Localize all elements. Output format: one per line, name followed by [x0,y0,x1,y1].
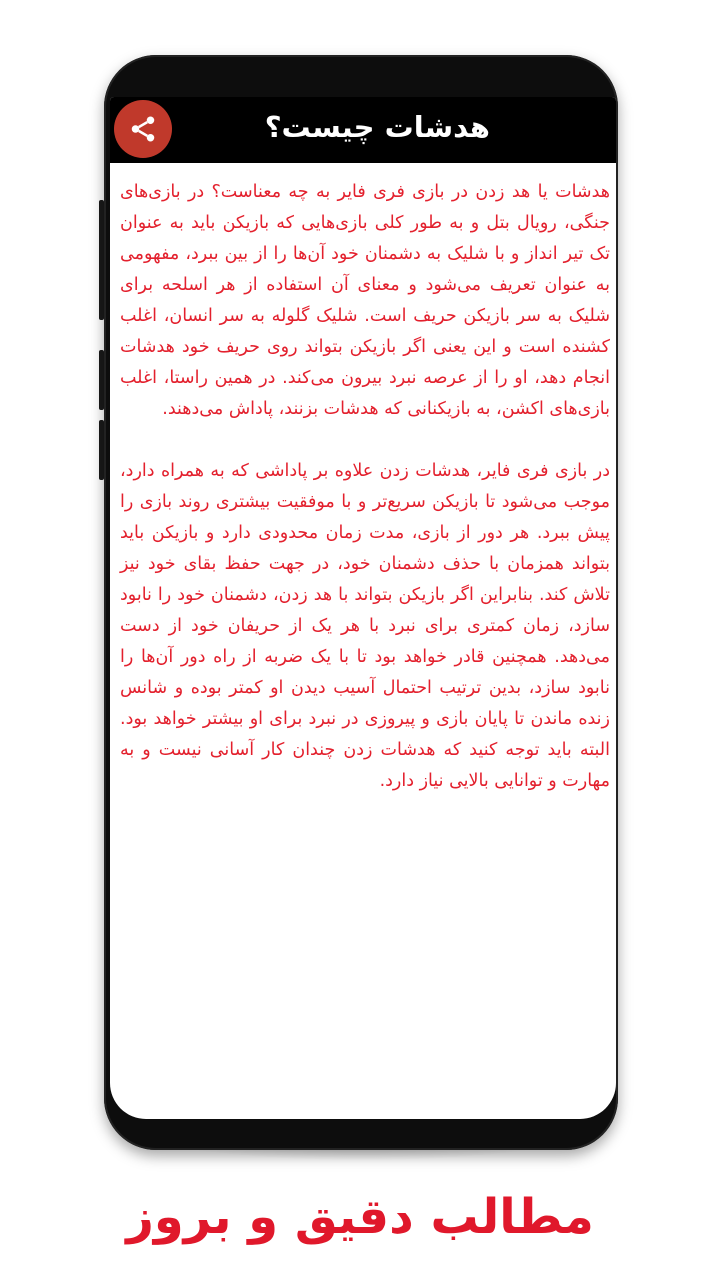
app-bar [110,97,616,163]
page-title: هدشات چیست؟ [264,110,490,144]
promo-tagline: مطالب دقیق و بروز [126,1189,594,1245]
article-paragraph: در بازی فری فایر، هدشات زدن علاوه بر پاداشی که به همراه دارد، موجب می‌شود تا بازیکن سریع‌تر و با موفقیت بیشتری روند بازی را پیش ببرد. هر دور از بازی، مدت زمان محدودی دارد و بازیکن باید بتواند همزمان با حذف دشمنان خود، در جهت حفظ بقای خود نیز تلاش کند. بنابراین اگر بازیکن بتواند با هد زدن، دشمنان خود را نابود سازد، زمان کمتری برای نبرد با هر یک از حریفان خود از دست می‌دهد. همچنین قادر خواهد بود تا با یک ضربه از راه دور آن‌ها را نابود سازد، بدین ترتیب احتمال آسیب دیدن او کمتر بوده و شانس زنده ماندن تا پایان بازی و پیروزی در نبرد برای او بیشتر خواهد بود. البته باید توجه کنید که هدشات زدن چندان کار آسانی نیست و به مهارت و توانایی بالایی نیاز دارد. [120,461,610,791]
share-icon [128,114,158,144]
article-paragraph: هدشات یا هد زدن در بازی فری فایر به چه معناست؟ در بازی‌های جنگی، رویال بتل و به طور کلی بازی‌هایی که بازیکن باید به عنوان تک تیر انداز و با شلیک به دشمنان خود آن‌ها را از بین ببرد، مفهومی به عنوان تعریف می‌شود و معنای آن استفاده از هر اسلحه برای شلیک به سر بازیکن حریف است. شلیک گلوله به سر انسان، اغلب کشنده است و این یعنی اگر بازیکن بتواند روی حریف خود هدشات انجام دهد، او را از عرصه نبرد بیرون می‌کند. در همین راستا، اغلب بازی‌های اکشن، به بازیکنانی که هدشات بزنند، پاداش می‌دهند. [120,182,610,419]
article-body [120,177,610,797]
phone-screen [110,97,616,1119]
share-button[interactable] [114,100,172,158]
